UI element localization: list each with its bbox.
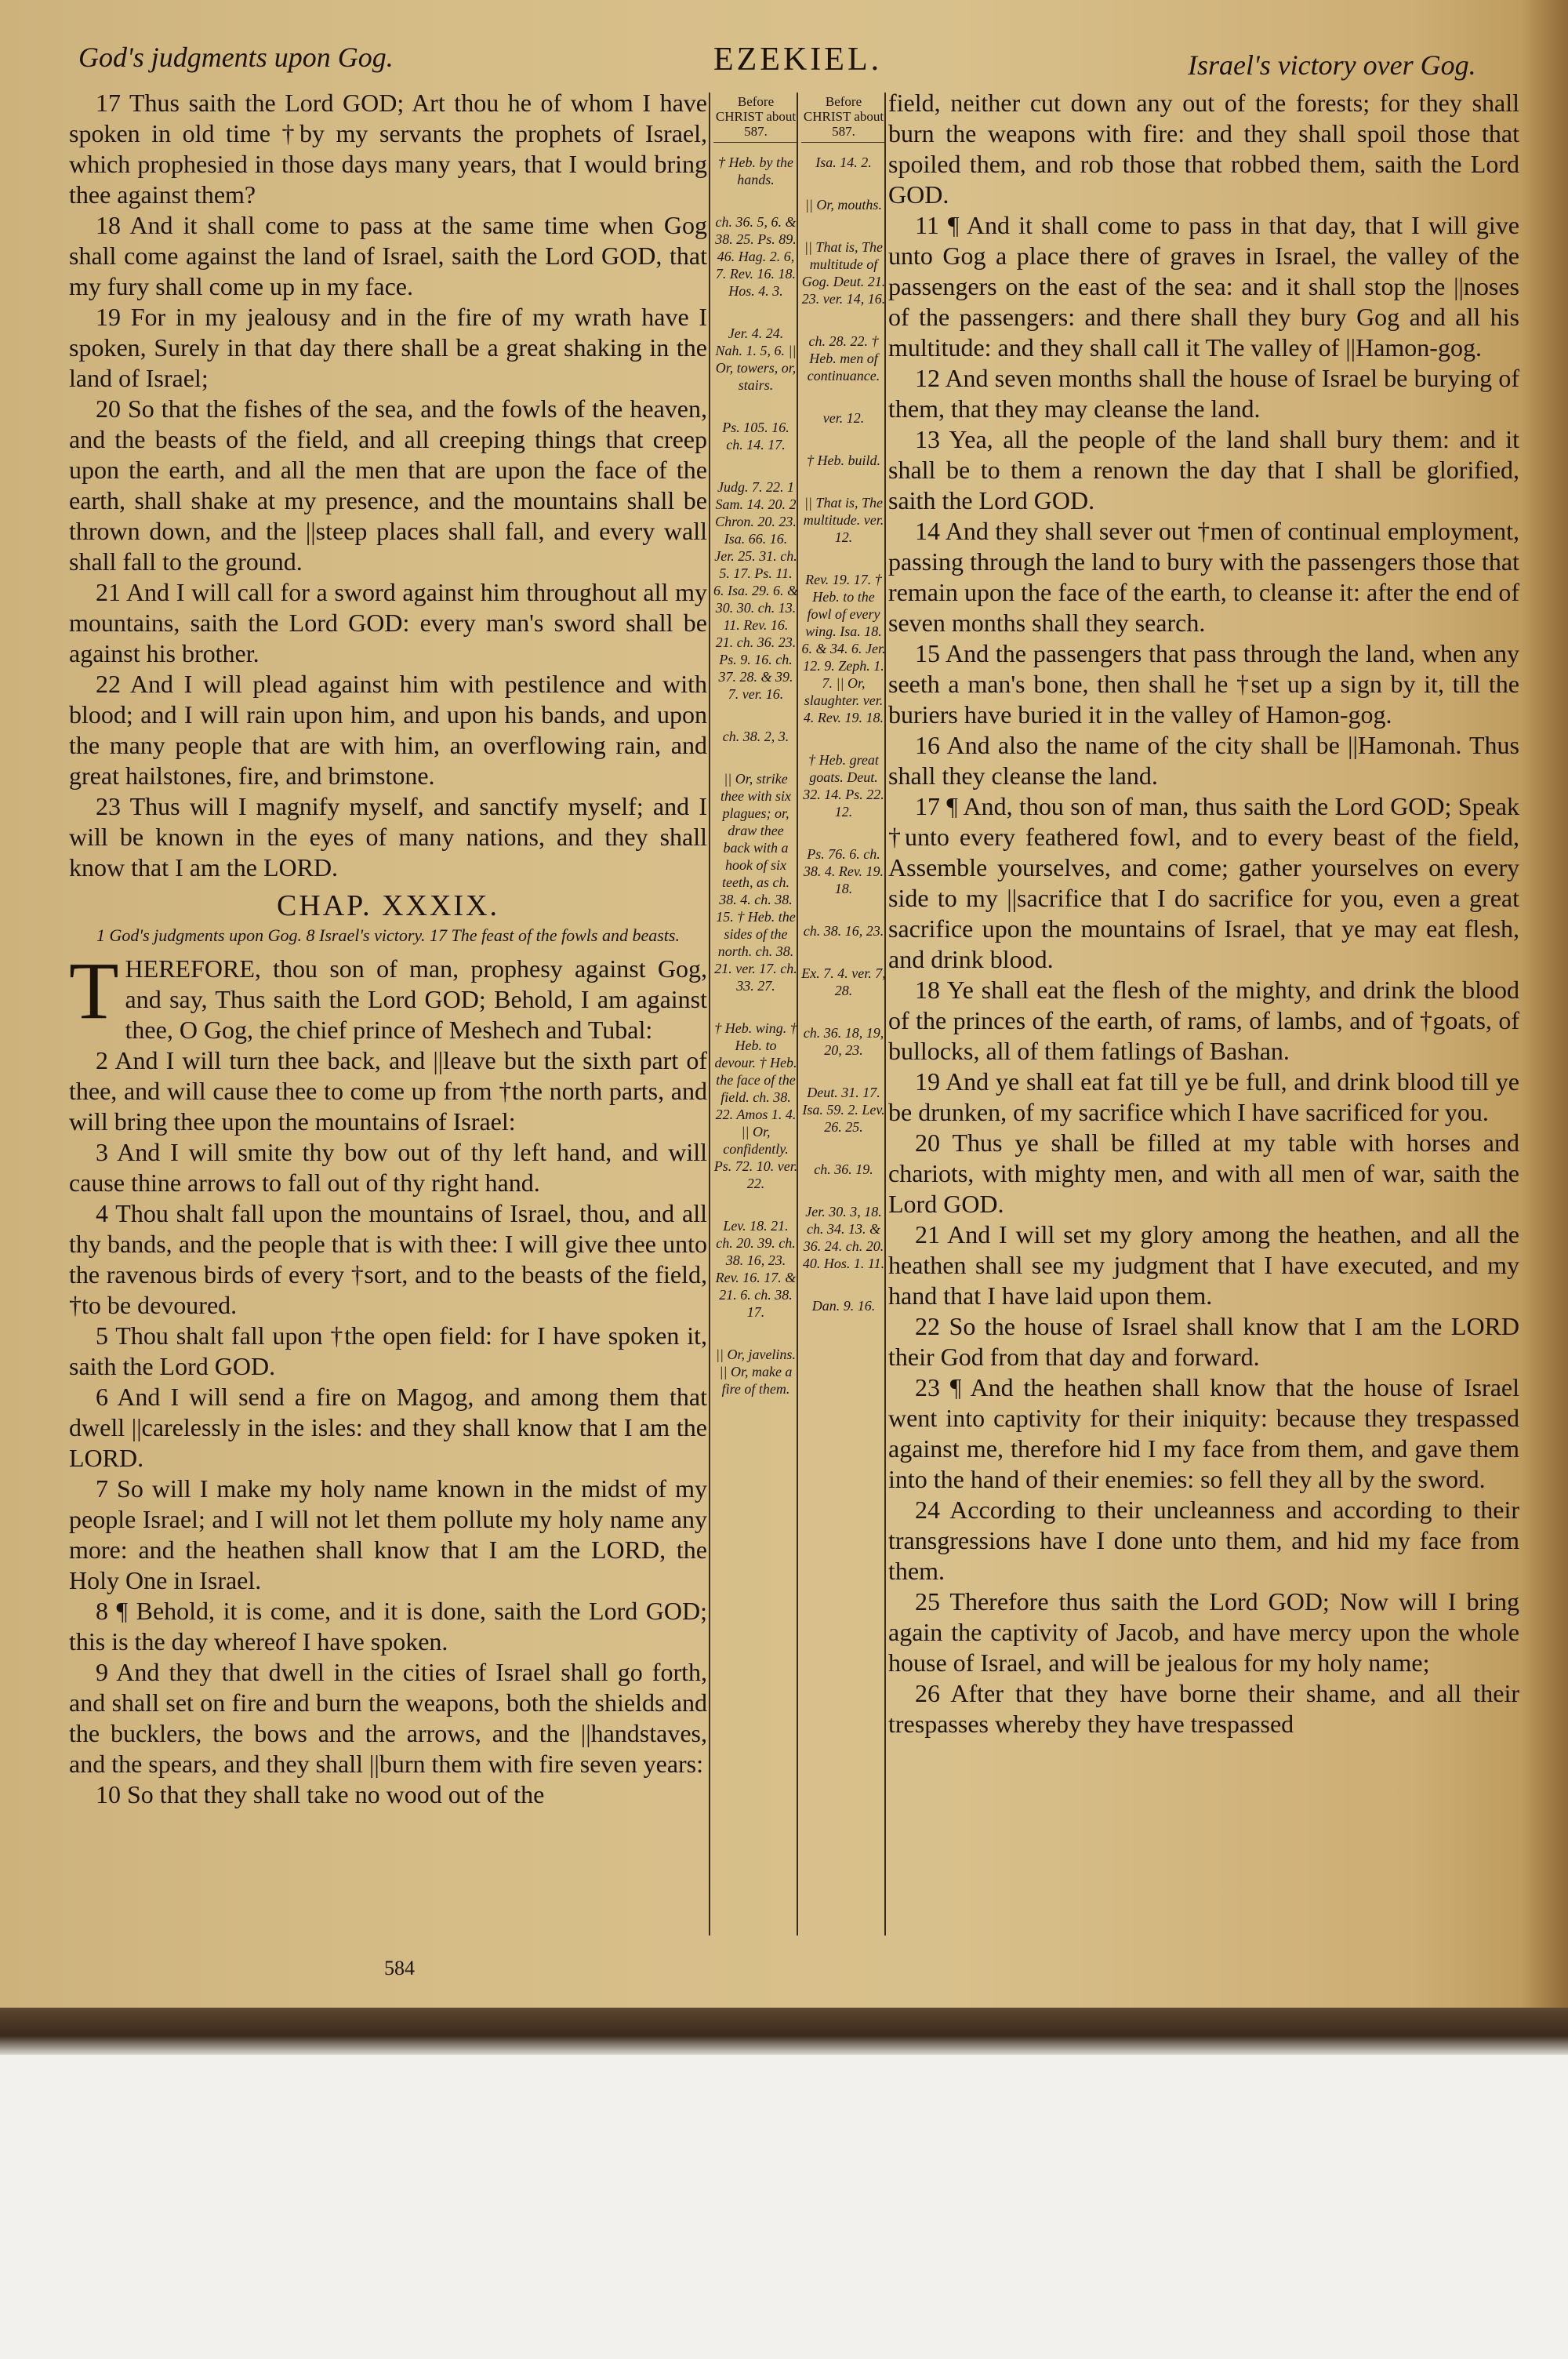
margin-date-head: Before CHRIST about 587. [713, 94, 798, 143]
verse: 8 ¶ Behold, it is come, and it is done, saith the Lord GOD; this is the day whereof I have spoken. [69, 1597, 707, 1656]
verse: 21 And I will set my glory among the heathen, and all the heathen shall see my judgment that I have executed, and my hand that I have laid upon them. [888, 1220, 1519, 1310]
verse: 15 And the passengers that pass through the land, when any seeth a man's bone, then shall he †set up a sign by it, till the buriers have buried it in the valley of Hamon-gog. [888, 639, 1519, 729]
verse: 26 After that they have borne their shame, and all their trespasses whereby they have trespassed [888, 1679, 1519, 1738]
verse: 5 Thou shalt fall upon †the open field: for I have spoken it, saith the Lord GOD. [69, 1321, 707, 1380]
verse: 19 For in my jealousy and in the fire of my wrath have I spoken, Surely in that day there shall be a great shaking in the land of Israel; [69, 303, 707, 392]
margin-note: ver. 12. [822, 410, 865, 426]
verse: 17 ¶ And, thou son of man, thus saith the Lord GOD; Speak †unto every feathered fowl, and to every beast of the field, Assemble yourselves, and come; gather yourselves on every side to my ||sacrifice that I do sacrifice for you, even a great sacrifice upon the mountains of Israel, that ye may eat flesh, and drink blood. [888, 792, 1519, 973]
margin-note: || That is, The multitude. ver. 12. [803, 495, 884, 545]
right-text-column [888, 88, 1519, 1739]
margin-note: ch. 36. 19. [814, 1161, 873, 1177]
running-head-book: EZEKIEL. [713, 42, 883, 78]
margin-note: ch. 36. 18, 19, 20, 23. [803, 1025, 884, 1058]
verse: 21 And I will call for a sword against him throughout all my mountains, saith the Lord GOD: every man's sword shall be against his brother. [69, 578, 707, 667]
verse: 18 Ye shall eat the flesh of the mighty, and drink the blood of the princes of the earth, of rams, of lambs, and of †goats, of bullocks, all of them fatlings of Bashan. [888, 976, 1519, 1065]
margin-note: Lev. 18. 21. ch. 20. 39. ch. 38. 16, 23. Rev. 16. 17. & 21. 6. ch. 38. 17. [715, 1218, 797, 1320]
verse: 6 And I will send a fire on Magog, and among them that dwell ||carelessly in the isles: and they shall know that I am the LORD. [69, 1383, 707, 1472]
drop-cap: T [69, 946, 119, 1036]
book-cover-edge [0, 2008, 1568, 2055]
margin-note: Jer. 4. 24. Nah. 1. 5, 6. || Or, towers, or, stairs. [715, 325, 797, 393]
margin-note: † Heb. build. [807, 453, 880, 468]
verse: 13 Yea, all the people of the land shall bury them: and it shall be to them a renown the day that I shall be glorified, saith the Lord GOD. [888, 425, 1519, 514]
verse: 22 And I will plead against him with pestilence and with blood; and I will rain upon him, and upon his bands, and upon the many people that are with him, an overflowing rain, and great hailstones, fire, and brimstone. [69, 670, 707, 790]
margin-note: Jer. 30. 3, 18. ch. 34. 13. & 36. 24. ch. 20. 40. Hos. 1. 11. [802, 1204, 885, 1271]
verse: 10 So that they shall take no wood out of the [96, 1780, 545, 1808]
verse: 2 And I will turn thee back, and ||leave but the sixth part of thee, and will cause thee to come up from †the north parts, and will bring thee upon the mountains of Israel: [69, 1046, 707, 1136]
margin-note: Judg. 7. 22. 1 Sam. 14. 20. 2 Chron. 20. 23. Isa. 66. 16. Jer. 25. 31. ch. 5. 17. Ps. 11. 6. Isa. 29. 6. & 30. 30. ch. 13. 11. Rev. 16. 21. ch. 36. 23. Ps. 9. 16. ch. 37. 28. & 39. 7. ver. 16. [713, 479, 798, 702]
chapter-summary: 1 God's judgments upon Gog. 8 Israel's victory. 17 The feast of the fowls and beasts. [96, 925, 680, 945]
page-curl-shadow [1521, 0, 1568, 2023]
verse: 11 ¶ And it shall come to pass in that day, that I will give unto Gog a place there of graves in Israel, the valley of the passengers on the east of the sea: and it shall stop the ||noses of the passengers: and there shall they bury Gog and all his multitude: and they shall call it The valley of ||Hamon-gog. [888, 211, 1519, 362]
verse: 14 And they shall sever out †men of continual employment, passing through the land to bury with the passengers those that remain upon the face of the earth, to cleanse it: after the end of seven months shall they search. [888, 517, 1519, 637]
margin-note: ch. 38. 2, 3. [722, 729, 789, 744]
verse: 24 According to their uncleanness and according to their transgressions have I done unto them, and hid my face from them. [888, 1496, 1519, 1585]
verse: 16 And also the name of the city shall be ||Hamonah. Thus shall they cleanse the land. [888, 731, 1519, 790]
verse: 20 Thus ye shall be filled at my table with horses and chariots, with mighty men, and with all men of war, saith the Lord GOD. [888, 1129, 1519, 1218]
verse: field, neither cut down any out of the forests; for they shall burn the weapons with fire: and they shall spoil those that spoiled them, and rob those that robbed them, saith the Lord GOD. [888, 89, 1519, 209]
verse: 25 Therefore thus saith the Lord GOD; Now will I bring again the captivity of Jacob, and have mercy upon the whole house of Israel, and will be jealous for my holy name; [888, 1587, 1519, 1677]
page-number: 584 [384, 1957, 415, 1979]
margin-note: ch. 28. 22. † Heb. men of continuance. [807, 333, 880, 383]
margin-note: Deut. 31. 17. Isa. 59. 2. Lev. 26. 25. [802, 1085, 885, 1135]
margin-note: ch. 38. 16, 23. [803, 923, 884, 939]
margin-note: Ps. 105. 16. ch. 14. 17. [722, 420, 789, 453]
margin-note: † Heb. wing. † Heb. to devour. † Heb. the face of the field. ch. 38. 22. Amos 1. 4. || Or, confidently. Ps. 72. 10. ver. 22. [713, 1020, 798, 1191]
column-rule [709, 93, 710, 1936]
margin-note: Rev. 19. 17. † Heb. to the fowl of every wing. Isa. 18. 6. & 34. 6. Jer. 12. 9. Zeph. 1. 7. || Or, slaughter. ver. 4. Rev. 19. 18. [801, 572, 886, 725]
margin-note: Ex. 7. 4. ver. 7, 28. [801, 965, 886, 998]
margin-note: Dan. 9. 16. [811, 1298, 876, 1314]
running-head-left: God's judgments upon Gog. [78, 42, 394, 73]
margin-note: † Heb. by the hands. [718, 154, 793, 187]
verse: 3 And I will smite thy bow out of thy left hand, and will cause thine arrows to fall out of thy right hand. [69, 1138, 707, 1197]
margin-date-head: Before CHRIST about 587. [801, 94, 886, 143]
margin-note: || Or, javelins. || Or, make a fire of them. [716, 1347, 796, 1397]
margin-note: || That is, The multitude of Gog. Deut. 21. 23. ver. 14, 16. [801, 239, 886, 307]
margin-note: ch. 36. 5, 6. & 38. 25. Ps. 89. 46. Hag. 2. 6, 7. Rev. 16. 18. Hos. 4. 3. [715, 214, 797, 299]
margin-note: || Or, strike thee with six plagues; or, draw thee back with a hook of six teeth, as ch. 38. 4. ch. 38. 15. † Heb. the sides of the north. ch. 38. 21. ver. 17. ch. 33. 27. [714, 771, 797, 994]
chapter-opening [69, 946, 707, 1045]
verse: 18 And it shall come to pass at the same time when Gog shall come against the land of Israel, saith the Lord GOD, that my fury shall come up in my face. [69, 211, 707, 300]
margin-note: † Heb. great goats. Deut. 32. 14. Ps. 22. 12. [803, 752, 884, 820]
margin-note: || Or, mouths. [805, 197, 882, 213]
verse: 12 And seven months shall the house of Israel be burying of them, that they may cleanse the land. [888, 364, 1519, 423]
verse: 20 So that the fishes of the sea, and the fowls of the heaven, and the beasts of the field, and all creeping things that creep upon the earth, and all the men that are upon the face of the earth, shall shake at my presence, and the mountains shall be thrown down, and the ||steep places shall fall, and every wall shall fall to the ground. [69, 394, 707, 576]
left-text-column [69, 88, 707, 1810]
verse: 17 Thus saith the Lord GOD; Art thou he of whom I have spoken in old time †by my servants the prophets of Israel, which prophesied in those days many years, that I would bring thee against them? [69, 89, 707, 209]
verse: 4 Thou shalt fall upon the mountains of Israel, thou, and all thy bands, and the people that is with thee: I will give thee unto the ravenous birds of every †sort, and to the beasts of the field, †to be devoured. [69, 1199, 707, 1319]
running-head-right: Israel's victory over Gog. [1188, 49, 1476, 81]
verse: 22 So the house of Israel shall know that I am the LORD their God from that day and forward. [888, 1312, 1519, 1371]
chapter-title: CHAP. XXXIX. [276, 889, 500, 922]
opening-verse-text: HEREFORE, thou son of man, prophesy against Gog, and say, Thus saith the Lord GOD; Behold, I am against thee, O Gog, the chief prince of Meshech and Tubal: [125, 954, 707, 1044]
verse: 19 And ye shall eat fat till ye be full, and drink blood till ye be drunken, of my sacrifice which I have sacrificed for you. [888, 1067, 1519, 1126]
margin-note: Ps. 76. 6. ch. 38. 4. Rev. 19. 18. [803, 846, 884, 896]
verse: 9 And they that dwell in the cities of Israel shall go forth, and shall set on fire and burn the weapons, both the shields and the bucklers, the bows and the arrows, and the ||handstaves, and the spears, and they shall ||burn them with fire seven years: [69, 1658, 707, 1778]
verse: 7 So will I make my holy name known in the midst of my people Israel; and I will not let them pollute my holy name any more: and the heathen shall know that I am the LORD, the Holy One in Israel. [69, 1474, 707, 1594]
verse: 23 Thus will I magnify myself, and sanctify myself; and I will be known in the eyes of many nations, and they shall know that I am the LORD. [69, 792, 707, 881]
margin-references-right [801, 94, 886, 1339]
margin-references-left [713, 94, 798, 1423]
verse: 23 ¶ And the heathen shall know that the house of Israel went into captivity for their iniquity: because they trespassed against me, therefore hid I my face from them, and gave them into the hand of their enemies: so fell they all by the sword. [888, 1373, 1519, 1493]
margin-note: Isa. 14. 2. [815, 154, 872, 170]
